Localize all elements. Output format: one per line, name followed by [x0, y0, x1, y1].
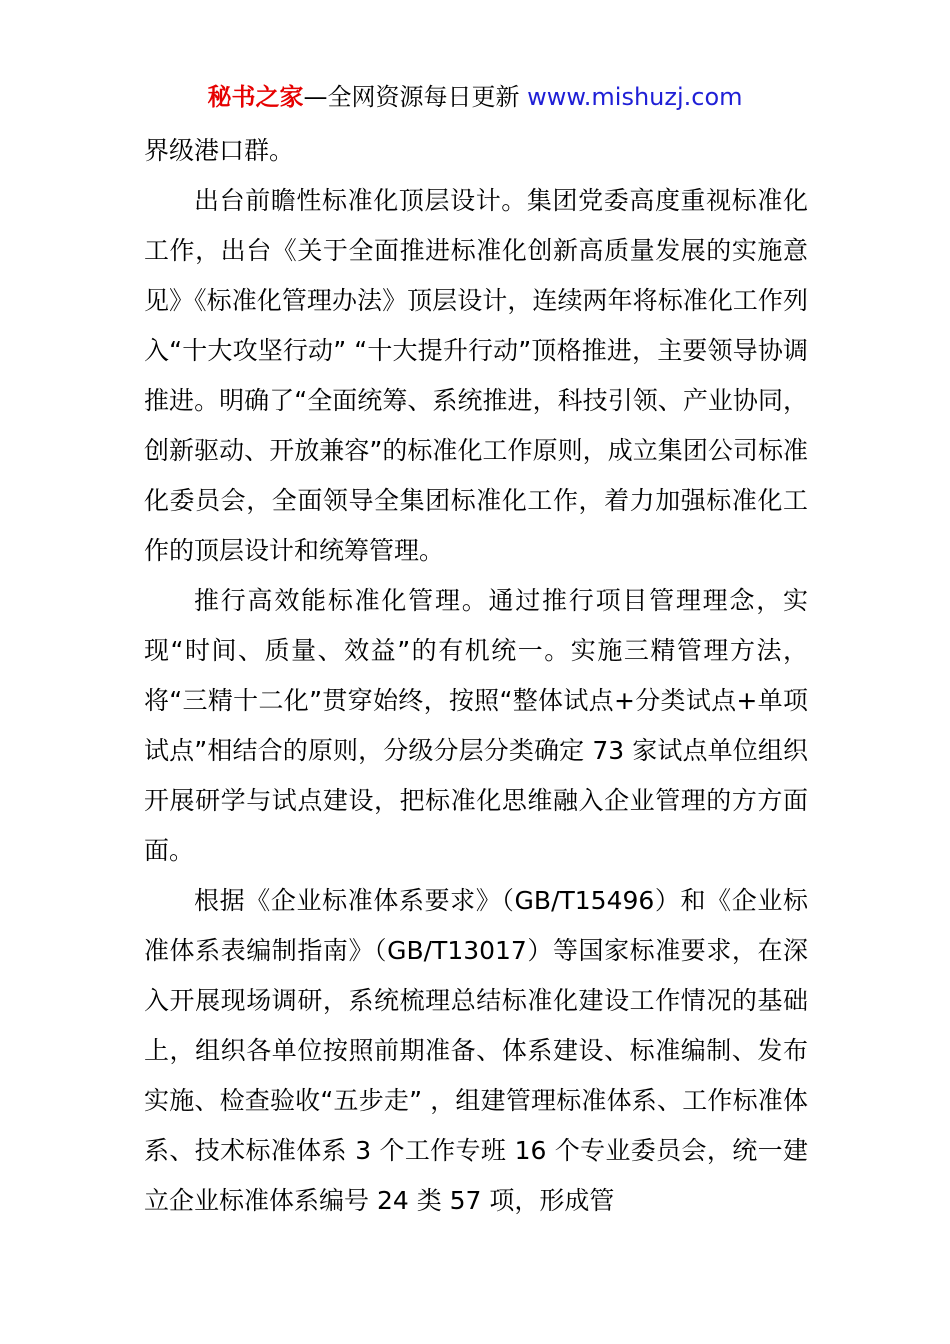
site-url-link[interactable]: www.mishuzj.com	[527, 83, 743, 111]
paragraph-continuation: 界级港口群。	[144, 136, 295, 165]
paragraph: 出台前瞻性标准化顶层设计。集团党委高度重视标准化工作，出台《关于全面推进标准化创新高质量发展的实施意见》《标准化管理办法》顶层设计，连续两年将标准化工作列入“十大攻坚行动” “十大提升行动”顶格推进，主要领导协调推进。明确了“全面统筹、系统推进，科技引领、产业协同，创新驱动、开放兼容”的标准化工作原则，成立集团公司标准化委员会，全面领导全集团标准化工作，着力加强标准化工作的顶层设计和统筹管理。	[144, 186, 808, 565]
paragraph: 根据《企业标准体系要求》（GB/T15496）和《企业标准体系表编制指南》（GB/T13017）等国家标准要求，在深入开展现场调研，系统梳理总结标准化建设工作情况的基础上，组织各单位按照前期准备、体系建设、标准编制、发布实施、检查验收“五步走” ，组建管理标准体系、工作标准体系、技术标准体系 3 个工作专班 16 个专业委员会，统一建立企业标准体系编号 24 类 57 项，形成管	[144, 886, 808, 1215]
document-body	[144, 126, 808, 1226]
paragraph: 推行高效能标准化管理。通过推行项目管理理念，实现“时间、质量、效益”的有机统一。实施三精管理方法，将“三精十二化”贯穿始终，按照“整体试点+分类试点+单项试点”相结合的原则，分级分层分类确定 73 家试点单位组织开展研学与试点建设，把标准化思维融入企业管理的方方面面。	[144, 586, 808, 865]
site-brand: 秘书之家	[207, 83, 304, 111]
site-tagline: —全网资源每日更新	[303, 83, 520, 111]
site-header	[0, 80, 950, 114]
